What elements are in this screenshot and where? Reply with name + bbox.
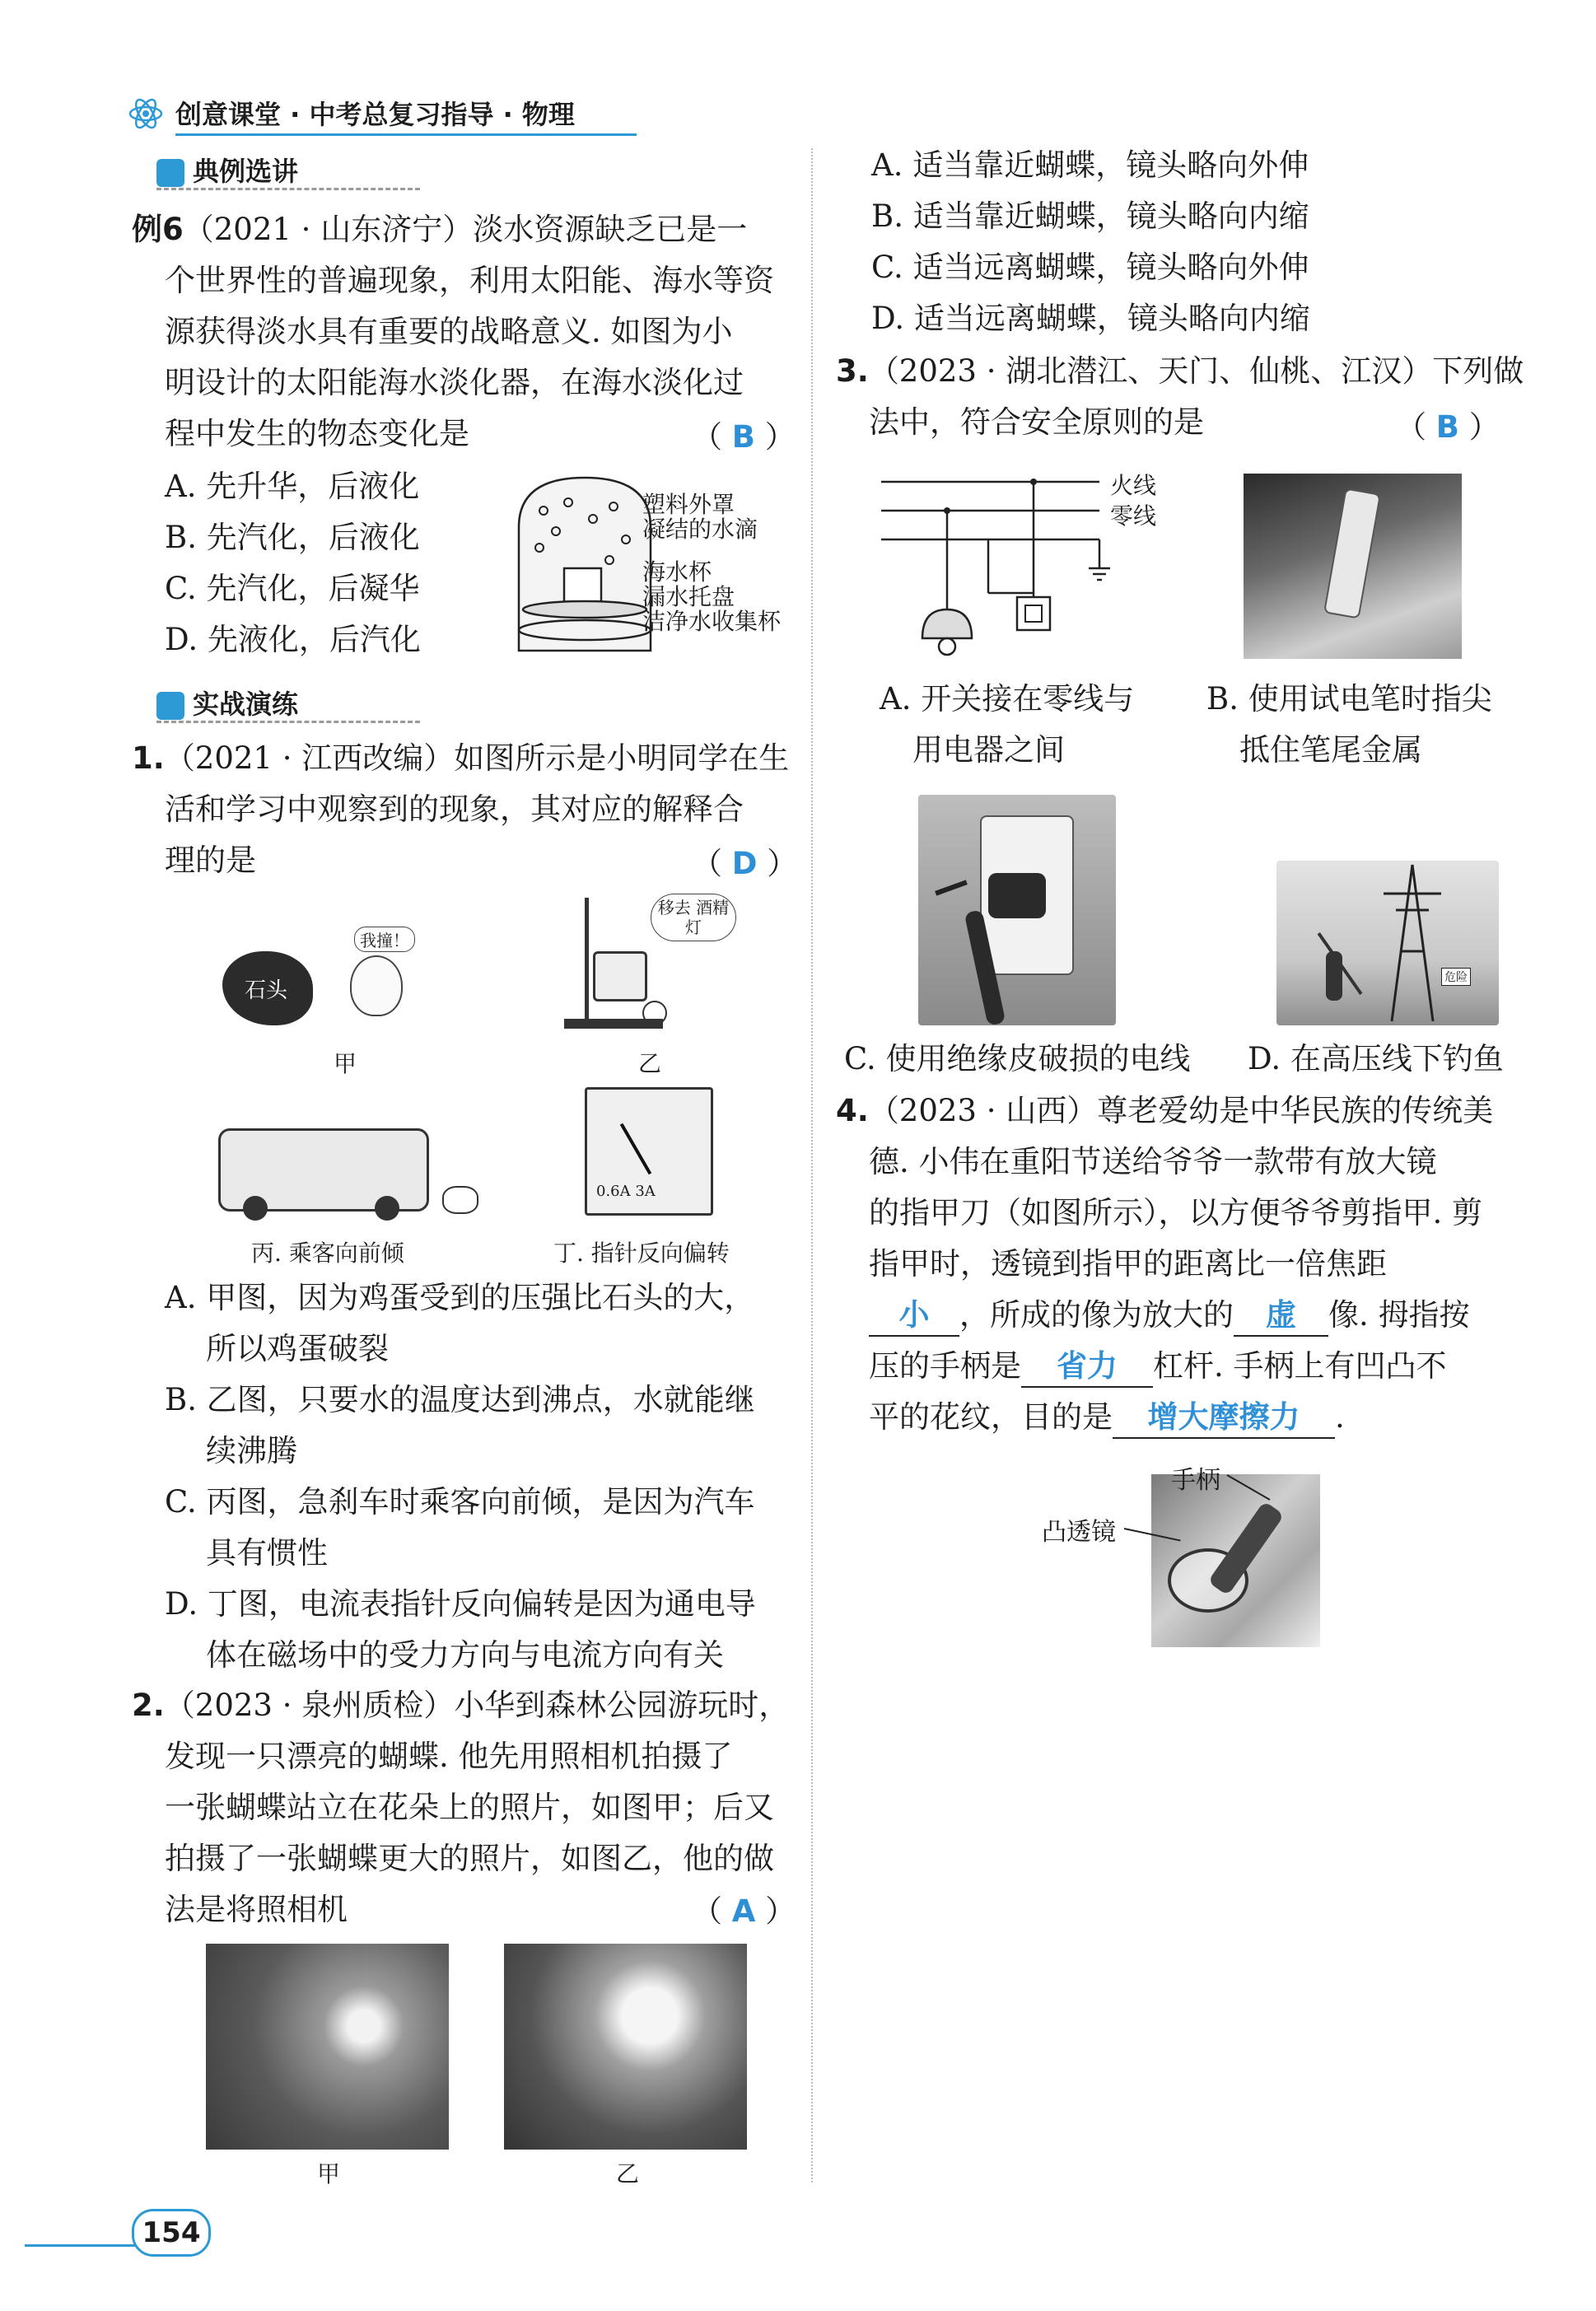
option-d: D. 丁图，电流表指针反向偏转是因为通电导 <box>165 1586 756 1622</box>
header <box>128 89 638 138</box>
fishing-figure <box>1276 861 1499 1025</box>
desalinator-figure <box>511 469 659 659</box>
q2-text: 发现一只漂亮的蝴蝶. 他先用照相机拍摄了 <box>165 1739 733 1774</box>
q1-text: （2021 · 江西改编）如图所示是小明同学在生 <box>164 740 790 776</box>
header-title: 创意课堂 · 中考总复习指导 · 物理 <box>175 99 575 130</box>
lamp <box>642 1001 667 1025</box>
blank-1[interactable]: 小 <box>869 1294 959 1337</box>
q2-number: 2. <box>132 1688 165 1723</box>
flask <box>593 951 647 1001</box>
q1-answer: （ D ） <box>692 846 798 881</box>
option-b: B. 先汽化，后液化 <box>165 520 420 555</box>
q3-option-b <box>1206 674 1492 776</box>
spark <box>935 880 968 895</box>
q4-text: . <box>1335 1399 1345 1435</box>
label-cover: 塑料外罩 <box>642 491 735 518</box>
zero-line-label: 零线 <box>1110 502 1157 530</box>
stone-label: 石头 <box>245 978 288 1003</box>
section-example <box>156 151 298 189</box>
butterfly-yi-caption: 乙 <box>616 2160 640 2187</box>
option-a-cont: 所以鸡蛋破裂 <box>206 1331 389 1366</box>
egg-speech: 我撞！ <box>354 927 415 952</box>
bus-wheel <box>375 1196 399 1221</box>
bus-wheel <box>243 1196 268 1221</box>
fig-yi-caption: 乙 <box>638 1050 662 1077</box>
q4-line-6 <box>836 1341 1544 1392</box>
example6-text: 程中发生的物态变化是 <box>165 416 469 451</box>
example6-line-1 <box>132 204 791 255</box>
option-a: A. 适当靠近蝴蝶，镜头略向外伸 <box>871 147 1309 183</box>
answer-value: D <box>731 846 758 881</box>
q3-line-1 <box>836 346 1524 397</box>
q1-options <box>165 1272 756 1681</box>
q4-text: （2023 · 山西）尊老爱幼是中华民族的传统美 <box>868 1093 1494 1128</box>
atom-icon <box>128 96 164 132</box>
q4-line-7 <box>836 1392 1544 1443</box>
blank-3[interactable]: 省力 <box>1021 1345 1153 1388</box>
q2-text: （2023 · 泉州质检）小华到森林公园游玩时， <box>164 1688 790 1723</box>
example6-answer: （ B ） <box>692 419 796 455</box>
option-a: A. 甲图，因为鸡蛋受到的压强比石头的大， <box>165 1280 755 1315</box>
q4-line-1 <box>836 1085 1544 1137</box>
fig-boiling <box>560 894 758 1038</box>
example6-label: 例6 <box>132 212 184 247</box>
q4-line-5 <box>836 1290 1544 1341</box>
q3-text: （2023 · 湖北潜江、天门、仙桃、江汉）下列做 <box>868 353 1524 389</box>
q4 <box>836 1085 1544 1443</box>
q3-option-c: C. 使用绝缘皮破损的电线 <box>844 1041 1191 1076</box>
q3-text: 法中，符合安全原则的是 <box>869 404 1204 440</box>
blank-4[interactable]: 增大摩擦力 <box>1113 1396 1335 1439</box>
q2-text: 一张蝴蝶站立在花朵上的照片，如图甲；后又 <box>165 1790 774 1825</box>
butterfly-jia-caption: 甲 <box>317 2160 341 2187</box>
butterfly-photo-yi <box>504 1944 747 2150</box>
test-pen-photo <box>1244 474 1462 659</box>
q4-text: 像. 拇指按 <box>1328 1297 1470 1333</box>
stand-rod <box>585 898 589 1021</box>
option-c-cont: 具有惯性 <box>206 1535 328 1571</box>
page-number: 154 <box>132 2209 211 2257</box>
q2-answer: （ A ） <box>692 1893 796 1929</box>
answer-value: B <box>731 419 755 455</box>
example6-text: 个世界性的普遍现象，利用太阳能、海水等资 <box>165 263 774 298</box>
q2-text: 拍摄了一张蝴蝶更大的照片，如图乙，他的做 <box>165 1841 774 1876</box>
q3-answer: （ B ） <box>1396 409 1500 445</box>
circuit-diagram <box>873 461 1120 667</box>
desalinator-labels <box>642 493 781 634</box>
butterfly-photo-jia <box>206 1944 449 2150</box>
answer-value: A <box>731 1893 756 1929</box>
nail-clipper-photo <box>1151 1474 1320 1647</box>
test-pen <box>1323 488 1381 619</box>
example6-options <box>165 461 421 665</box>
q4-text: 的指甲刀（如图所示），以方便爷爷剪指甲. 剪 <box>869 1195 1483 1230</box>
danger-sign: 危险 <box>1441 968 1471 986</box>
dog <box>442 1186 478 1214</box>
fig-bus <box>218 1120 490 1227</box>
q3-option-d: D. 在高压线下钓鱼 <box>1248 1041 1504 1076</box>
q3-option-a <box>880 674 1134 776</box>
q4-text: 压的手柄是 <box>869 1348 1021 1384</box>
section-practice <box>156 684 298 721</box>
section-practice-label: 实战演练 <box>193 689 299 720</box>
broken-wire-figure <box>918 795 1116 1025</box>
section-example-label: 典例选讲 <box>193 156 299 187</box>
section-icon <box>156 159 184 187</box>
section-example-rule <box>156 188 420 190</box>
option-a-cont: 用电器之间 <box>912 732 1065 768</box>
q1-text: 活和学习中观察到的现象，其对应的解释合 <box>165 791 744 827</box>
egg <box>350 955 403 1016</box>
q4-text: 平的花纹，目的是 <box>869 1399 1113 1435</box>
label-tray: 漏水托盘 <box>642 583 735 610</box>
fig-jia-caption: 甲 <box>334 1050 357 1077</box>
option-a: A. 开关接在零线与 <box>880 681 1135 717</box>
fig-ammeter <box>585 1087 716 1219</box>
label-droplets: 凝结的水滴 <box>642 516 758 543</box>
answer-value: B <box>1435 409 1459 445</box>
q1-number: 1. <box>132 740 165 776</box>
lamp-speech: 移去 酒精灯 <box>651 894 736 941</box>
q2-options <box>871 140 1310 344</box>
label-handle: 手柄 <box>1171 1466 1220 1495</box>
label-collector: 洁净水收集杯 <box>642 608 782 635</box>
fig-ding-caption: 丁. 指针反向偏转 <box>553 1240 730 1267</box>
option-a: A. 先升华，后液化 <box>165 469 420 504</box>
plug <box>988 873 1046 918</box>
fig-bing-caption: 丙. 乘客向前倾 <box>251 1240 404 1267</box>
example6-text: 明设计的太阳能海水淡化器，在海水淡化过 <box>165 365 744 400</box>
power-tower <box>1375 861 1449 1025</box>
q1-text: 理的是 <box>165 843 256 878</box>
option-b: B. 乙图，只要水的温度达到沸点，水就能继 <box>165 1382 755 1417</box>
column-divider <box>811 148 813 2183</box>
example6-text: 源获得淡水具有重要的战略意义. 如图为小 <box>165 314 733 349</box>
label-sea-cup: 海水杯 <box>642 558 712 586</box>
option-c: C. 先汽化，后凝华 <box>165 571 420 606</box>
option-b-cont: 续沸腾 <box>206 1433 297 1468</box>
q4-number: 4. <box>836 1093 869 1128</box>
header-underline <box>175 133 637 136</box>
q2-line-1 <box>132 1680 791 1731</box>
blank-2[interactable]: 虚 <box>1234 1294 1328 1337</box>
option-b-cont: 抵住笔尾金属 <box>1239 732 1422 768</box>
option-b: B. 适当靠近蝴蝶，镜头略向内缩 <box>871 198 1309 234</box>
option-c: C. 适当远离蝴蝶，镜头略向外伸 <box>871 250 1309 285</box>
q3-number: 3. <box>836 353 869 389</box>
option-d: D. 先液化，后汽化 <box>165 622 421 657</box>
option-d: D. 适当远离蝴蝶，镜头略向内缩 <box>871 301 1310 336</box>
example6-text: （2021 · 山东济宁）淡水资源缺乏已是一 <box>183 212 748 247</box>
ammeter-range: 0.6A 3A <box>596 1183 656 1200</box>
option-d-cont: 体在磁场中的受力方向与电流方向有关 <box>206 1637 724 1673</box>
label-lens: 凸透镜 <box>1042 1518 1116 1547</box>
q4-text: ，所成的像为放大的 <box>959 1297 1234 1333</box>
fire-line-label: 火线 <box>1110 472 1157 499</box>
section-practice-rule <box>156 721 420 723</box>
q2-text: 法是将照相机 <box>165 1892 348 1927</box>
option-b: B. 使用试电笔时指尖 <box>1206 681 1492 717</box>
q1-line-1 <box>132 733 791 784</box>
q4-text: 杠杆. 手柄上有凹凸不 <box>1153 1348 1447 1384</box>
section-icon <box>156 692 184 720</box>
q4-text: 德. 小伟在重阳节送给爷爷一款带有放大镜 <box>869 1144 1437 1179</box>
option-c: C. 丙图，急刹车时乘客向前倾，是因为汽车 <box>165 1484 755 1520</box>
q4-text: 指甲时，透镜到指甲的距离比一倍焦距 <box>869 1246 1387 1282</box>
fig-stone-egg <box>218 922 465 1038</box>
